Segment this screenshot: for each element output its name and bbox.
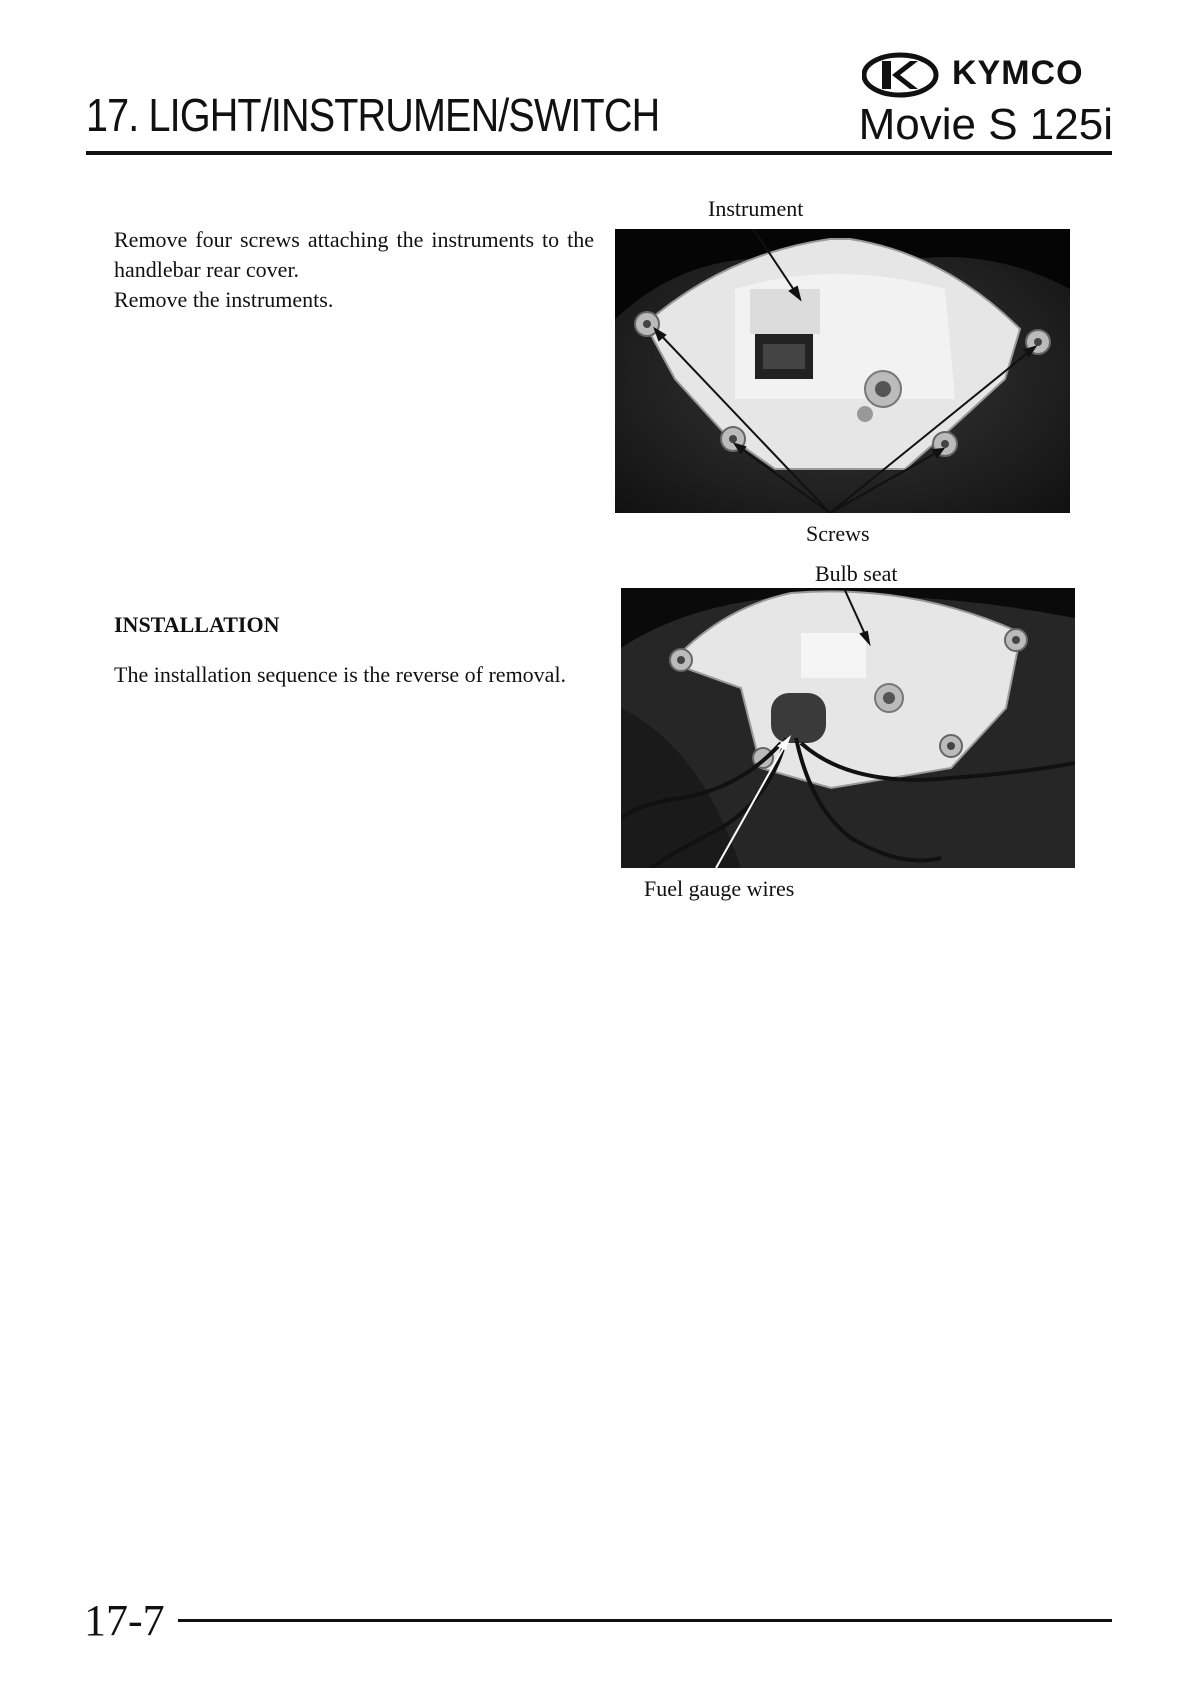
- kymco-logo: [862, 52, 1112, 98]
- kymco-emblem-icon: [862, 52, 942, 98]
- header-rule: [86, 151, 1112, 155]
- page-number: 17-7: [84, 1596, 165, 1645]
- figure1-label-screws: Screws: [806, 521, 870, 546]
- model-name: Movie S 125i: [858, 100, 1113, 149]
- chapter-title: 17. LIGHT/INSTRUMEN/SWITCH: [86, 89, 660, 141]
- figure2-label-fuel-gauge-wires: Fuel gauge wires: [644, 876, 795, 901]
- removal-step-1: Remove four screws attaching the instruments to the handlebar rear cover.: [114, 227, 594, 282]
- figure2-bulb-seat-photo: [621, 588, 1075, 868]
- installation-text: The installation sequence is the reverse of removal.: [114, 662, 567, 687]
- figure1-label-instrument: Instrument: [708, 196, 804, 221]
- brand-name: KYMCO: [952, 54, 1084, 92]
- installation-heading: INSTALLATION: [114, 612, 280, 637]
- removal-step-2: Remove the instruments.: [114, 287, 334, 312]
- figure2-label-bulb-seat: Bulb seat: [815, 561, 898, 586]
- footer-rule: [178, 1619, 1112, 1622]
- figure1-instrument-photo: [615, 229, 1070, 513]
